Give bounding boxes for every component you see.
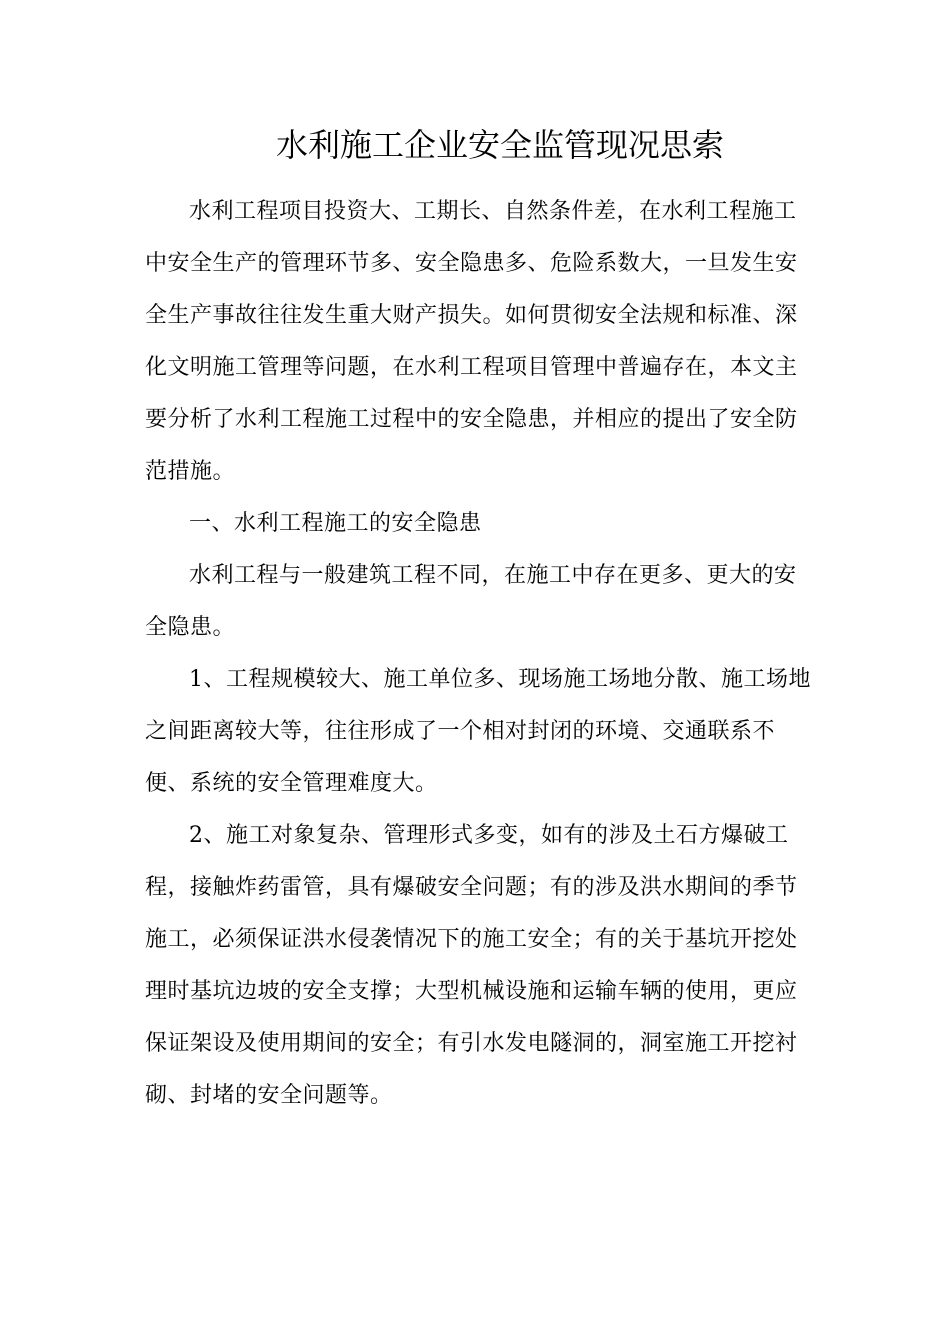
text-line: 化文明施工管理等问题，在水利工程项目管理中普遍存在，本文主 xyxy=(145,355,798,380)
list-item-line: 之间距离较大等，往往形成了一个相对封闭的环境、交通联系不 xyxy=(145,719,776,744)
text-line: 要分析了水利工程施工过程中的安全隐患，并相应的提出了安全防 xyxy=(145,407,798,432)
list-item-line: 施工，必须保证洪水侵袭情况下的施工安全；有的关于基坑开挖处 xyxy=(145,927,798,952)
text-line: 全隐患。 xyxy=(145,615,236,640)
list-item-line: 程，接触炸药雷管，具有爆破安全问题；有的涉及洪水期间的季节 xyxy=(145,875,798,900)
text-line: 全生产事故往往发生重大财产损失。如何贯彻安全法规和标准、深 xyxy=(145,303,798,328)
text-line: 水利工程项目投资大、工期长、自然条件差，在水利工程施工 xyxy=(189,199,797,224)
list-item-line: 保证架设及使用期间的安全；有引水发电隧洞的，洞室施工开挖衬 xyxy=(145,1031,798,1056)
section-heading: 一、水利工程施工的安全隐患 xyxy=(189,511,482,536)
list-item-line: 1、工程规模较大、施工单位多、现场施工场地分散、施工场地 xyxy=(189,667,811,692)
document-body xyxy=(145,186,810,1122)
list-item-line: 2、施工对象复杂、管理形式多变，如有的涉及土石方爆破工 xyxy=(189,823,789,848)
text-line: 水利工程与一般建筑工程不同，在施工中存在更多、更大的安 xyxy=(189,563,797,588)
list-item-line: 便、系统的安全管理难度大。 xyxy=(145,771,438,796)
list-item-line: 理时基坑边坡的安全支撑；大型机械设施和运输车辆的使用，更应 xyxy=(145,979,798,1004)
list-item-line: 砌、封堵的安全问题等。 xyxy=(145,1083,393,1108)
document-title: 水利施工企业安全监管现况思索 xyxy=(275,126,724,164)
text-line: 范措施。 xyxy=(145,459,236,484)
text-line: 中安全生产的管理环节多、安全隐患多、危险系数大，一旦发生安 xyxy=(145,251,798,276)
